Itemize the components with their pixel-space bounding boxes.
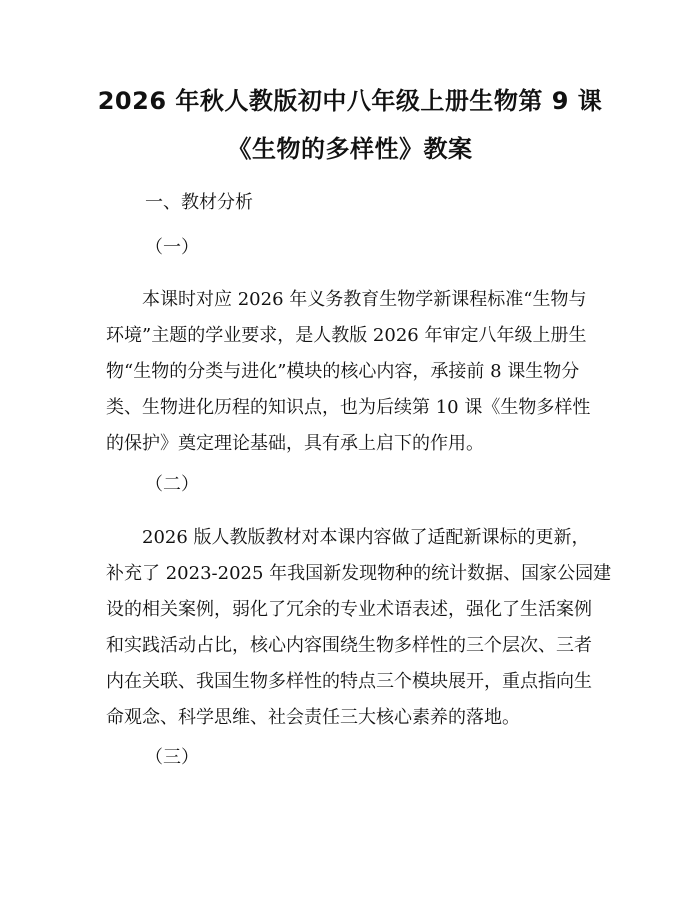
paragraph-2-line: 命观念、科学思维、社会责任三大核心素养的落地。 bbox=[106, 707, 520, 728]
paragraph-2-line: 内在关联、我国生物多样性的特点三个模块展开，重点指向生 bbox=[106, 671, 592, 692]
paragraph-2-line: 补充了 2023-2025 年我国新发现物种的统计数据、国家公园建 bbox=[106, 563, 612, 584]
subsection-heading-2: （二） bbox=[145, 474, 199, 495]
paragraph-1-line: 物“生物的分类与进化”模块的核心内容，承接前 8 课生物分 bbox=[106, 361, 580, 382]
paragraph-1-line: 本课时对应 2026 年义务教育生物学新课程标准“生物与 bbox=[142, 289, 587, 310]
paragraph-2 bbox=[106, 520, 612, 736]
paragraph-1-line: 的保护》奠定理论基础，具有承上启下的作用。 bbox=[106, 433, 484, 454]
document-title-line-1: 2026 年秋人教版初中八年级上册生物第 9 课 bbox=[97, 87, 603, 115]
subsection-heading-1: （一） bbox=[145, 237, 199, 258]
subsection-heading-3: （三） bbox=[145, 747, 199, 768]
paragraph-2-line: 设的相关案例，弱化了冗余的专业术语表述，强化了生活案例 bbox=[106, 599, 592, 620]
paragraph-1-line: 环境”主题的学业要求，是人教版 2026 年审定八年级上册生 bbox=[106, 325, 587, 346]
paragraph-1 bbox=[106, 282, 598, 462]
document-title-line-2: 《生物的多样性》教案 bbox=[227, 135, 473, 163]
paragraph-2-line: 2026 版人教版教材对本课内容做了适配新课标的更新， bbox=[142, 527, 590, 548]
paragraph-1-line: 类、生物进化历程的知识点，也为后续第 10 课《生物多样性 bbox=[106, 397, 591, 418]
paragraph-2-line: 和实践活动占比，核心内容围绕生物多样性的三个层次、三者 bbox=[106, 635, 592, 656]
section-heading-textbook-analysis: 一、教材分析 bbox=[145, 192, 253, 213]
